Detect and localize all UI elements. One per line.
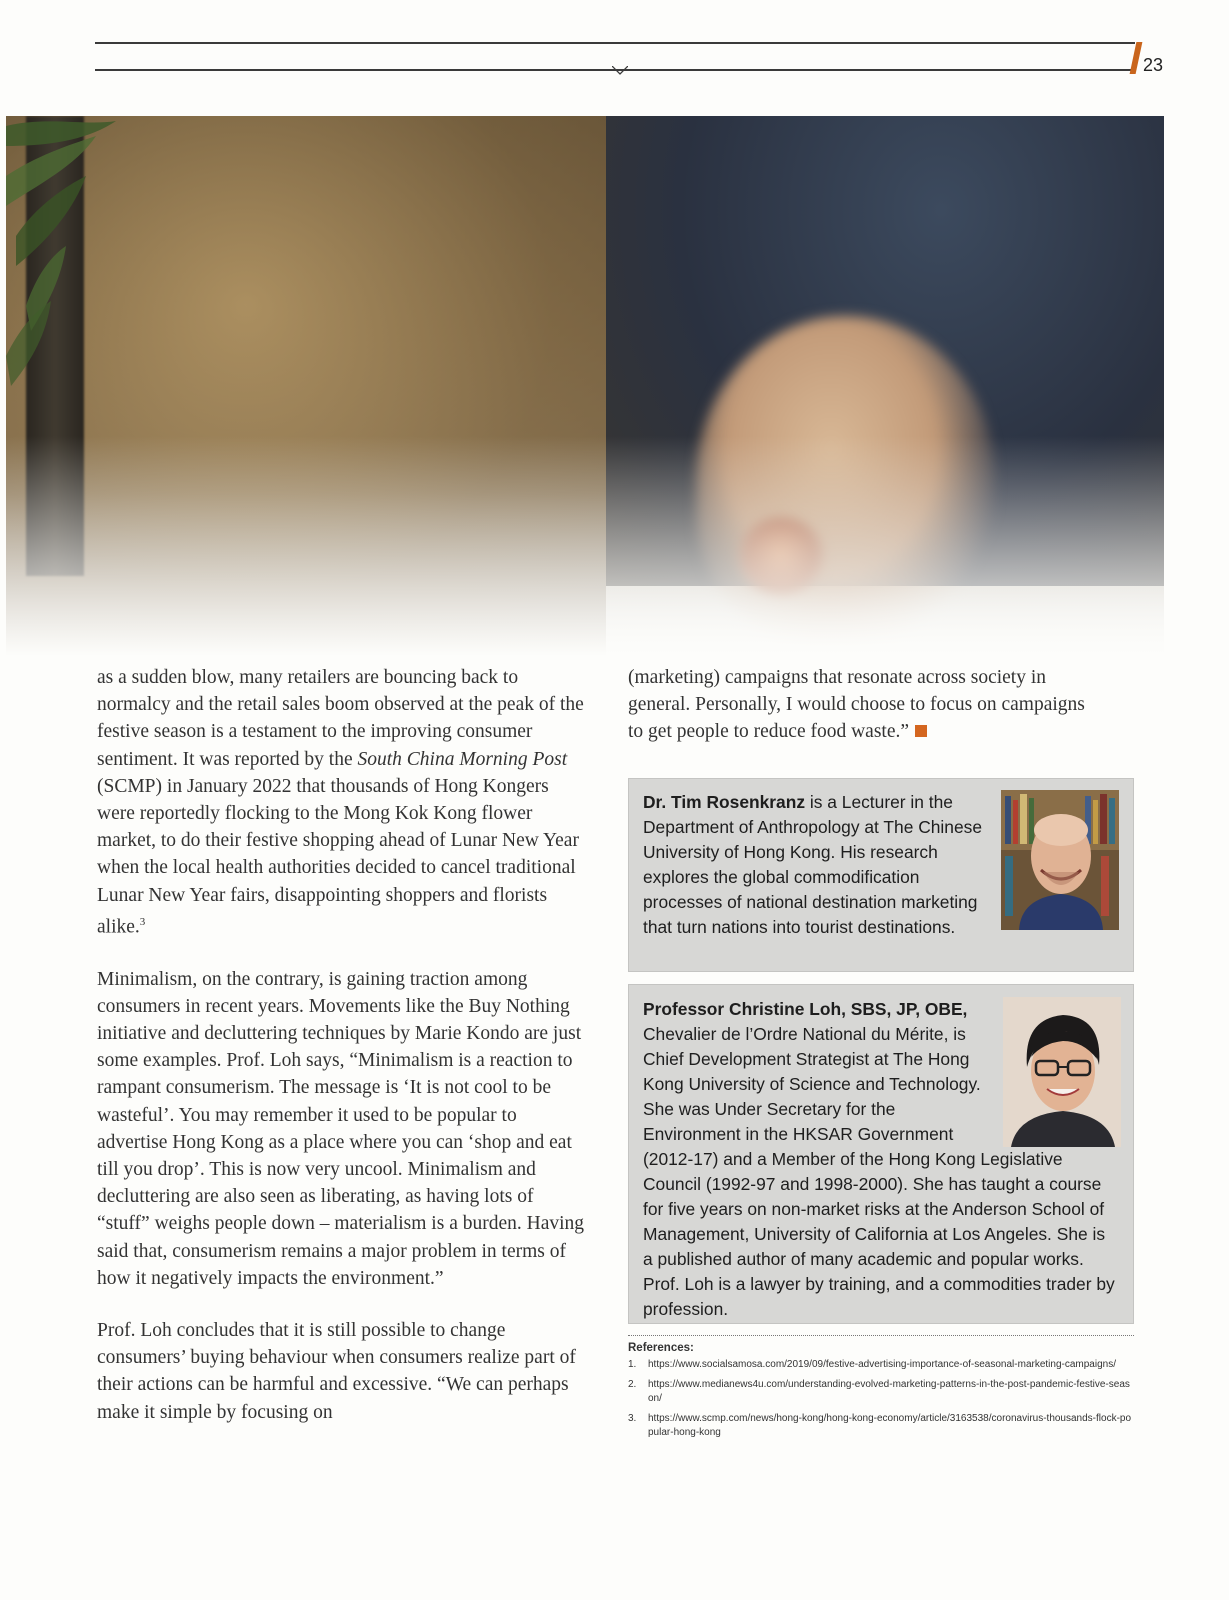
article-paragraph-3: Prof. Loh concludes that it is still possible to change consumers’ buying behaviour when consumers realize part of their actions can be harmful and excessive. “We can perhaps make it simple by focusing on: [97, 1319, 576, 1423]
header-rule-top: [95, 42, 1135, 44]
reference-link[interactable]: https://www.socialsamosa.com/2019/09/festive-advertising-importance-of-seasonal-marketing-campaigns/: [648, 1359, 1116, 1370]
author-bio-loh: [628, 984, 1134, 1324]
portrait-man-bookshelf-icon: [1001, 790, 1119, 930]
references: [628, 1335, 1134, 1446]
page-number-block: [1133, 38, 1163, 74]
footnote-ref-3: 3: [139, 915, 146, 928]
page-number-slash-icon: [1130, 42, 1143, 74]
reference-item: 2. https://www.medianews4u.com/understanding-evolved-marketing-patterns-in-the-post-pandemic-festive-season/: [628, 1378, 1134, 1406]
article-paragraph-1: as a sudden blow, many retailers are bouncing back to normalcy and the retail sales boom observed at the peak of the festive season is a testament to the improving consumer sentiment. It was reported by the South China Morning Post (SCMP) in January 2022 that thousands of Hong Kongers were reportedly flocking to the Mong Kok Kong flower market, to do their festive shopping ahead of Lunar New Year when the local health authorities decided to cancel traditional Lunar New Year fairs, disappointing shoppers and florists alike.$^3$: [97, 667, 584, 938]
reference-link[interactable]: https://www.medianews4u.com/understanding-evolved-marketing-patterns-in-the-post-pandemic-festive-season/: [648, 1379, 1130, 1404]
header-notch-icon: [612, 66, 628, 75]
bio-name-loh: Professor Christine Loh, SBS, JP, OBE,: [643, 999, 968, 1019]
bio-text-loh: Chevalier de l’Ordre National du Mérite, is Chief Development Strategist at The Hong Kong University of Science and Technology. She was Under Secretary for the Environment in the HKSAR Government (2012-17) and a Member of the Hong Kong Legislative Council (1992-97 and 1998-2000). She has taught a course for five years on non-market risks at the Anderson School of Management, University of California at Los Angeles. She is a published author of many academic and popular works. Prof. Loh is a lawyer by training, and a commodities trader by profession.: [643, 1024, 1115, 1319]
article-paragraph-2: Minimalism, on the contrary, is gaining traction among consumers in recent years. Movements like the Buy Nothing initiative and decluttering techniques by Marie Kondo are just some examples. Prof. Loh says, “Minimalism is a reaction to rampant consumerism. The message is ‘It is not cool to be wasteful’. You may remember it used to be popular to advertise Hong Kong as a place where you can ‘shop and eat till you drop’. This is now very uncool. Minimalism and decluttering are also seen as liberating, as having lots of “stuff” weighs people down – materialism is a burden. Having said that, consumerism remains a major problem in terms of how it negatively impacts the environment.”: [97, 968, 585, 1289]
reference-item: 1. https://www.socialsamosa.com/2019/09/festive-advertising-importance-of-seasonal-marketing-campaigns/: [628, 1359, 1116, 1370]
publication-name: South China Morning Post: [357, 748, 568, 770]
reference-link[interactable]: https://www.scmp.com/news/hong-kong/hong-kong-economy/article/3163538/coronavirus-thousands-flock-popular-hong-kong: [648, 1413, 1132, 1438]
hero-photo: [6, 116, 1164, 656]
reference-item: 3. https://www.scmp.com/news/hong-kong/hong-kong-economy/article/3163538/coronavirus-thousands-flock-popular-hong-kong: [628, 1412, 1134, 1440]
references-list: [628, 1358, 1134, 1440]
portrait-woman-glasses-icon: [1003, 997, 1121, 1147]
page-number: 23: [1143, 55, 1164, 75]
end-mark-icon: [915, 725, 927, 737]
article-paragraph-4: (marketing) campaigns that resonate across society in general. Personally, I would choose to focus on campaigns to get people to reduce food waste.”: [628, 667, 1085, 743]
article-right-column: [628, 664, 1098, 746]
references-title: References:: [628, 1342, 694, 1354]
plant-leaves-icon: [6, 116, 136, 436]
article-left-column: [97, 664, 587, 1451]
bio-text-rosenkranz: is a Lecturer in the Department of Anthropology at The Chinese University of Hong Kong. His research explores the global commodification processes of national destination marketing that turn nations into tourist destinations.: [643, 792, 983, 937]
author-bio-rosenkranz: [628, 778, 1134, 972]
bio-name-rosenkranz: Dr. Tim Rosenkranz: [643, 792, 806, 812]
